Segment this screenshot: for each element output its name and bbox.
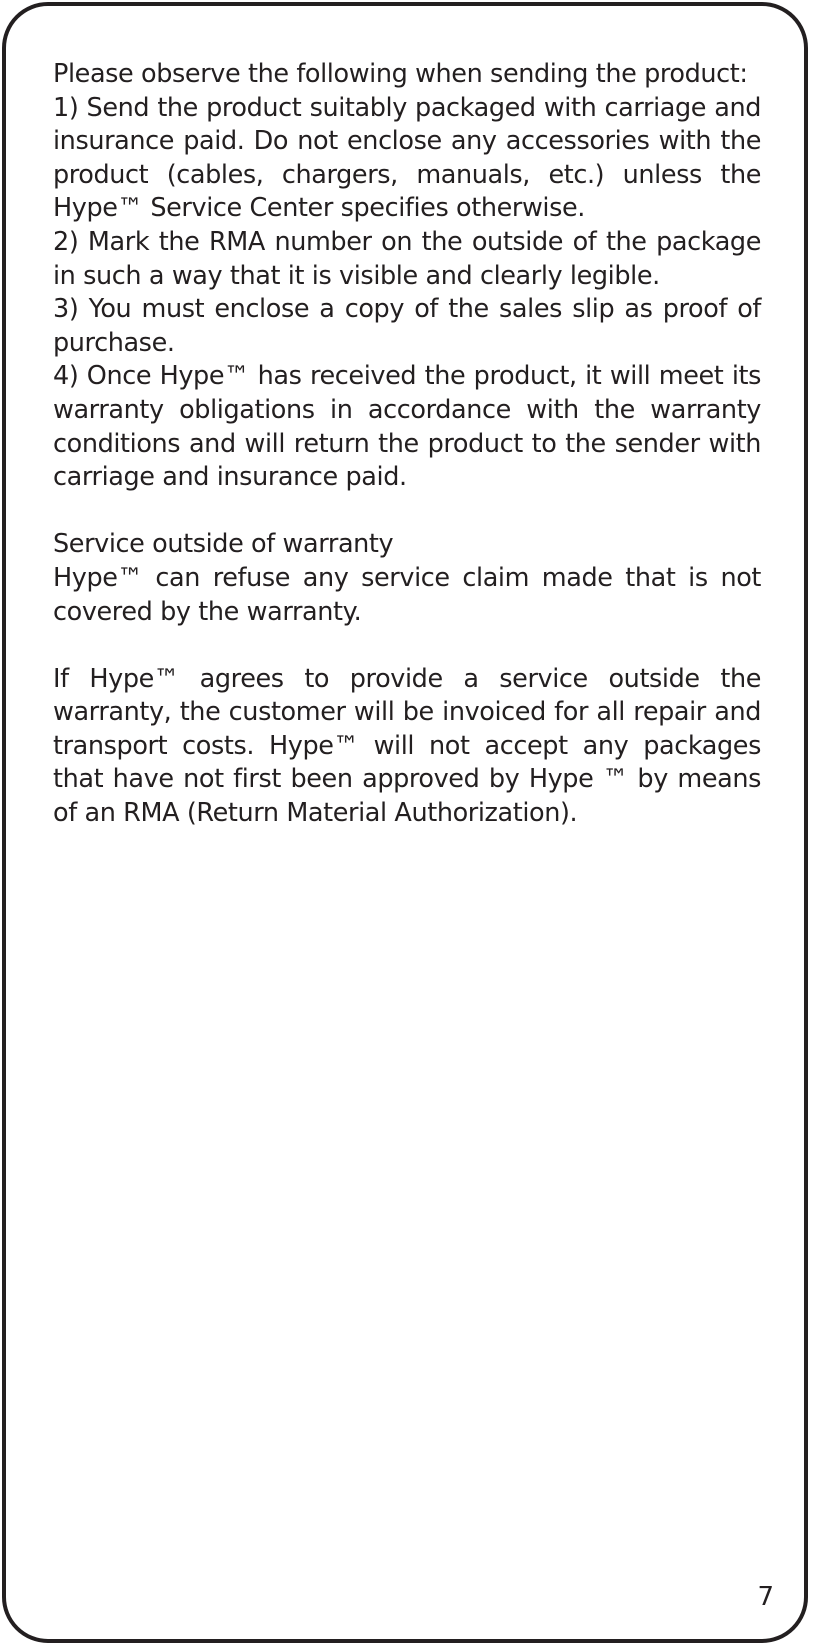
section-heading: Service outside of warranty <box>53 529 394 560</box>
document-body <box>53 58 761 831</box>
shipping-intro: Please observe the following when sending the product: <box>53 59 748 89</box>
shipping-step-2: 2) Mark the RMA number on the outside of the package in such a way that it is visible and clearly legible. <box>53 226 761 291</box>
page-number: 7 <box>757 1582 774 1612</box>
invoice-paragraph: If Hype™ agrees to provide a service outside the warranty, the customer will be invoiced for all repair and transport costs. Hype™ will not accept any packages that have not first been approved by Hype ™ by means of an RMA (Return Material Authorization). <box>53 663 761 829</box>
shipping-step-4: 4) Once Hype™ has received the product, it will meet its warranty obligations in accordance with the warranty conditions and will return the product to the sender with carriage and insurance paid. <box>53 361 761 493</box>
shipping-step-1: 1) Send the product suitably packaged with carriage and insurance paid. Do not enclose any accessories with the product (cables, chargers, manuals, etc.) unless the Hype™ Service Center specifies otherwise. <box>53 92 761 224</box>
paragraph-gap <box>53 629 761 663</box>
shipping-step-3: 3) You must enclose a copy of the sales slip as proof of purchase. <box>53 294 761 358</box>
paragraph-gap <box>53 495 761 529</box>
refusal-paragraph: Hype™ can refuse any service claim made that is not covered by the warranty. <box>53 562 761 627</box>
